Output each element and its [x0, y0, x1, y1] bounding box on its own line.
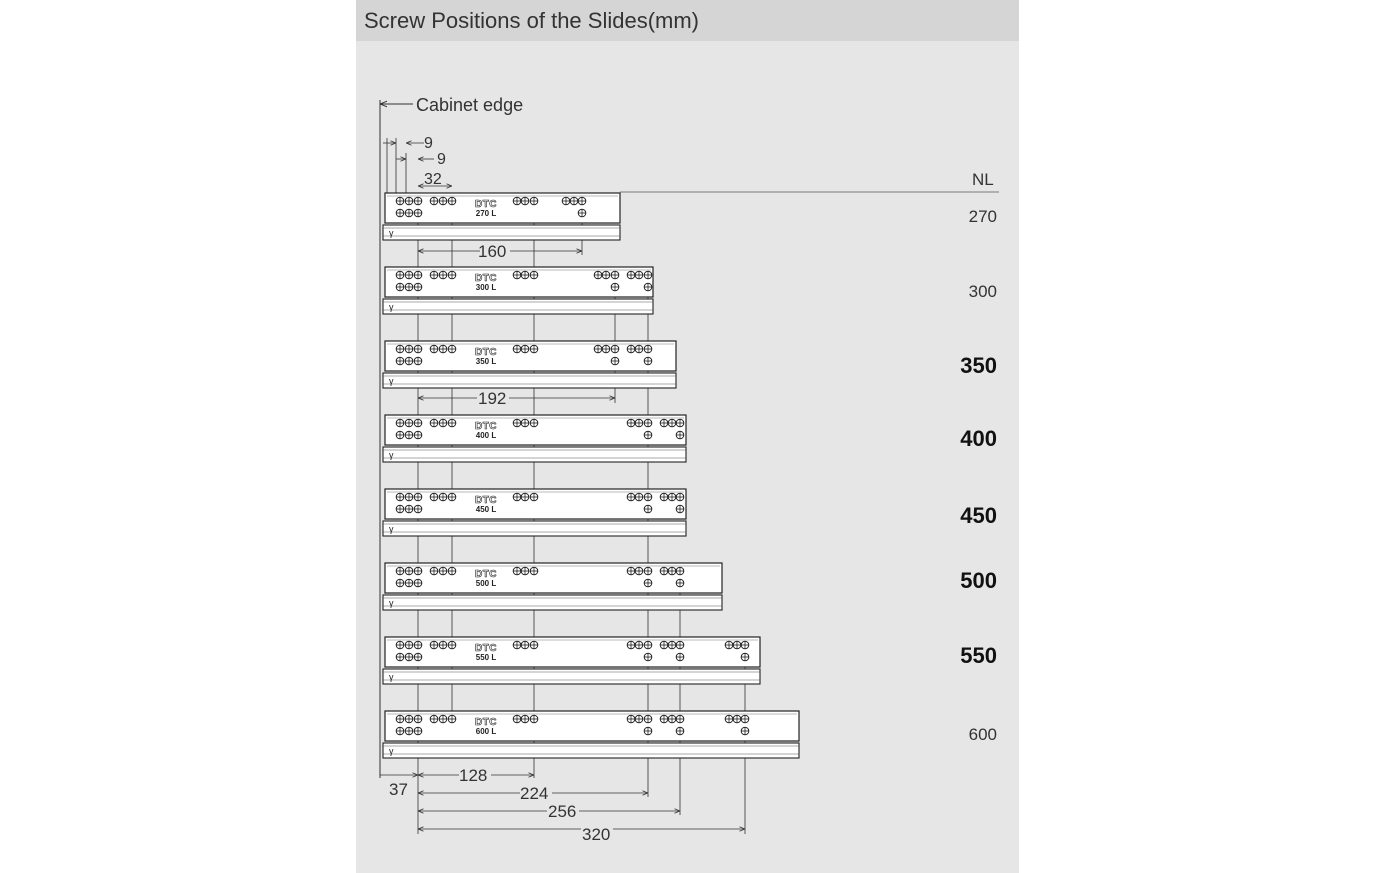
- nl-value-550: 550: [960, 643, 997, 668]
- slides-layer: [383, 193, 799, 758]
- nl-value-450: 450: [960, 503, 997, 528]
- dim-224: 224: [520, 784, 549, 803]
- slide-clip-glyph: γ: [389, 598, 394, 608]
- slide-clip-glyph: γ: [389, 302, 394, 312]
- slide-rail: [383, 521, 686, 536]
- slide-model-label: 300 L: [475, 283, 497, 292]
- top-offset-dimensions: [383, 135, 452, 196]
- slide-rail: [383, 373, 676, 388]
- slide-clip-glyph: γ: [389, 746, 394, 756]
- brand-logo: DTC: [474, 273, 498, 284]
- slide-270: [383, 193, 620, 240]
- brand-logo: DTC: [474, 199, 498, 210]
- dim-128: 128: [459, 766, 488, 785]
- dim-192: 192: [478, 389, 507, 408]
- slide-clip-glyph: γ: [389, 450, 394, 460]
- slide-clip-glyph: γ: [389, 524, 394, 534]
- brand-logo: DTC: [474, 717, 498, 728]
- dim-256: 256: [548, 802, 577, 821]
- brand-logo: DTC: [474, 347, 498, 358]
- dim-37: 37: [389, 780, 408, 799]
- slide-model-label: 350 L: [475, 357, 497, 366]
- brand-logo: DTC: [474, 643, 498, 654]
- slide-rail: [383, 669, 760, 684]
- slide-rail: [383, 299, 653, 314]
- slide-500: [383, 563, 722, 610]
- diagram-title: Screw Positions of the Slides(mm): [364, 8, 699, 33]
- nl-value-270: 270: [968, 207, 997, 226]
- offset-32: 32: [424, 171, 442, 188]
- nl-value-400: 400: [960, 426, 997, 451]
- brand-logo: DTC: [474, 495, 498, 506]
- dimension-lines: [380, 251, 745, 829]
- nl-value-500: 500: [960, 568, 997, 593]
- dim-320: 320: [582, 825, 611, 844]
- slide-model-label: 270 L: [475, 209, 497, 218]
- nl-value-350: 350: [960, 353, 997, 378]
- slide-model-label: 400 L: [475, 431, 497, 440]
- brand-logo: DTC: [474, 569, 498, 580]
- slide-clip-glyph: γ: [389, 228, 394, 238]
- slide-model-label: 550 L: [475, 653, 497, 662]
- slide-model-label: 450 L: [475, 505, 497, 514]
- nl-values: [960, 207, 997, 744]
- dim-160: 160: [478, 242, 507, 261]
- slide-550: [383, 637, 760, 684]
- slide-400: [383, 415, 686, 462]
- slide-450: [383, 489, 686, 536]
- slide-rail: [383, 447, 686, 462]
- nl-header: NL: [972, 170, 994, 189]
- slide-model-label: 500 L: [475, 579, 497, 588]
- slide-300: [383, 267, 653, 314]
- slide-rail: [383, 743, 799, 758]
- nl-value-300: 300: [968, 282, 997, 301]
- cabinet-edge-label: Cabinet edge: [416, 95, 524, 115]
- nl-value-600: 600: [968, 725, 997, 744]
- offset-9-b: 9: [437, 151, 446, 168]
- slide-600: [383, 711, 799, 758]
- slide-clip-glyph: γ: [389, 672, 394, 682]
- offset-9-a: 9: [424, 135, 433, 152]
- slide-model-label: 600 L: [475, 727, 497, 736]
- brand-logo: DTC: [474, 421, 498, 432]
- slide-clip-glyph: γ: [389, 376, 394, 386]
- slide-rail: [383, 225, 620, 240]
- slide-350: [383, 341, 676, 388]
- slide-rail: [383, 595, 722, 610]
